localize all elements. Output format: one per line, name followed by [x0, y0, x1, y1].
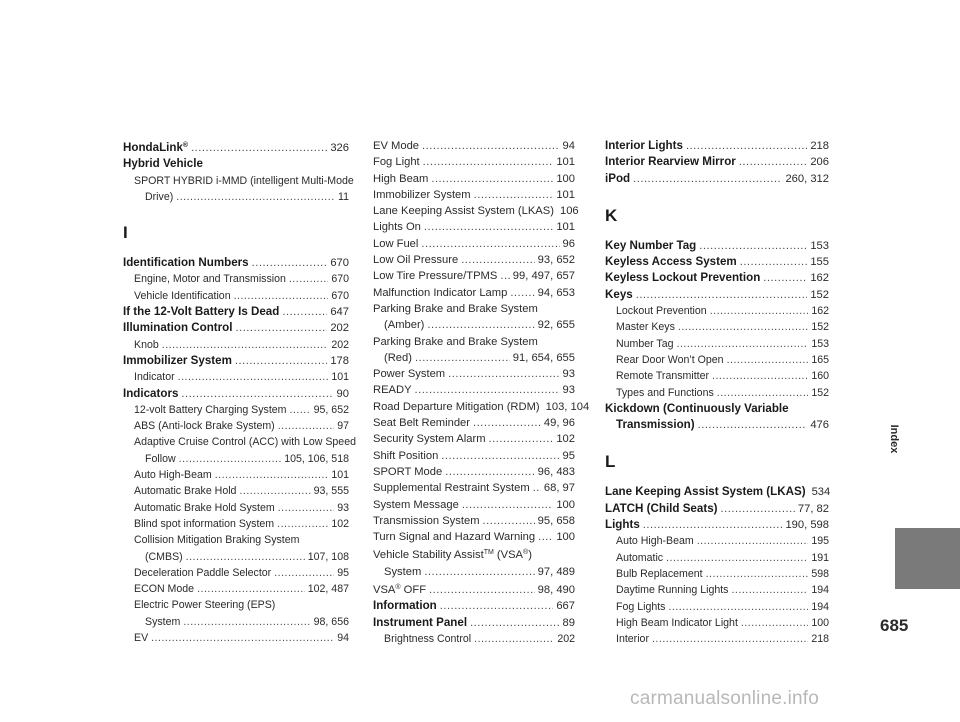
index-subentry-bulb-replacement: Bulb Replacement ..... 598 — [605, 566, 829, 582]
index-subentry-interior: Interior ..... 218 — [605, 631, 829, 647]
index-subentry-fog-light: Fog Light ..... 101 — [373, 154, 575, 170]
page-number: 685 — [880, 616, 909, 635]
index-subentry-parking-red-line2: (Red) ..... 91, 654, 655 — [373, 350, 575, 366]
index-subentry-parking-amber-line2: (Amber) ..... 92, 655 — [373, 317, 575, 333]
index-subentry-vsa-line2: System ..... 97, 489 — [373, 564, 575, 580]
index-subentry-rear-door: Rear Door Won’t Open ..... 165 — [605, 352, 829, 368]
index-subentry-rdm: Road Departure Mitigation (RDM) 103, 104 — [373, 400, 590, 413]
index-subentry-fog-lights: Fog Lights ..... 194 — [605, 599, 829, 615]
index-subentry-lkas: Lane Keeping Assist System (LKAS) 106 — [373, 205, 579, 218]
index-subentry-paddle-selector: Deceleration Paddle Selector ..... 95 — [123, 565, 349, 581]
index-entry-interior-mirror: Interior Rearview Mirror ..... 206 — [605, 154, 829, 170]
index-subentry-knob: Knob ..... 202 — [123, 337, 349, 353]
index-subentry-cmbs-line2: (CMBS) ..... 107, 108 — [123, 549, 349, 565]
index-subentry-auto-high-beam: Auto High-Beam ..... 195 — [605, 533, 829, 549]
index-subentry-low-tire: Low Tire Pressure/TPMS ..... 99, 497, 657 — [373, 268, 575, 284]
index-entry-immobilizer-system: Immobilizer System ..... 178 — [123, 353, 349, 369]
index-subentry-vehicle-identification: Vehicle Identification ..... 670 — [123, 288, 349, 304]
index-entry-ipod: iPod ..... 260, 312 — [605, 171, 829, 187]
index-subentry-remote-transmitter: Remote Transmitter ..... 160 — [605, 368, 829, 384]
index-subentry-abs: ABS (Anti-lock Brake System) ..... 97 — [123, 418, 349, 434]
index-subentry-acc-line1: Adaptive Cruise Control (ACC) with Low Speed — [134, 436, 356, 449]
index-subentry-types-functions: Types and Functions ..... 152 — [605, 385, 829, 401]
index-entry-lights: Lights ..... 190, 598 — [605, 517, 829, 533]
index-subentry-master-keys: Master Keys ..... 152 — [605, 319, 829, 335]
index-subentry-low-fuel: Low Fuel ..... 96 — [373, 236, 575, 252]
index-subentry-drl: Daytime Running Lights ..... 194 — [605, 582, 829, 598]
side-tab-index — [895, 528, 960, 589]
index-entry-kickdown-line1: Kickdown (Continuously Variable — [605, 401, 789, 415]
index-subentry-turn-signal: Turn Signal and Hazard Warning ..... 100 — [373, 529, 575, 545]
index-subentry-charging-system: 12-volt Battery Charging System ..... 95, 652 — [123, 402, 349, 418]
index-column-1 — [123, 138, 356, 646]
index-entry-key-number-tag: Key Number Tag ..... 153 — [605, 238, 829, 254]
index-subentry-lights-on: Lights On ..... 101 — [373, 219, 575, 235]
index-subentry-immobilizer-system: Immobilizer System ..... 101 — [373, 187, 575, 203]
index-entry-identification-numbers: Identification Numbers ..... 670 — [123, 255, 349, 271]
index-column-2 — [373, 138, 590, 647]
index-subentry-indicator: Indicator ..... 101 — [123, 369, 349, 385]
index-entry-illumination-control: Illumination Control ..... 202 — [123, 320, 349, 336]
index-entry-keyless-access: Keyless Access System ..... 155 — [605, 254, 829, 270]
index-subentry-sport-mode: SPORT Mode ..... 96, 483 — [373, 464, 575, 480]
index-subentry-transmission-system: Transmission System ..... 95, 658 — [373, 513, 575, 529]
index-entry-latch: LATCH (Child Seats) ..... 77, 82 — [605, 501, 829, 517]
index-column-3 — [605, 138, 829, 647]
index-subentry-blind-spot: Blind spot information System ..... 102 — [123, 516, 349, 532]
index-subentry-auto-brake-hold-system: Automatic Brake Hold System ..... 93 — [123, 500, 349, 516]
section-letter-i: I — [123, 223, 128, 243]
index-subentry-high-beam-indicator: High Beam Indicator Light ..... 100 — [605, 615, 829, 631]
index-entry-kickdown-line2: Transmission) ..... 476 — [605, 417, 829, 433]
index-entry-battery-dead: If the 12-Volt Battery Is Dead ..... 647 — [123, 304, 349, 320]
index-entry-keys: Keys ..... 152 — [605, 287, 829, 303]
index-subentry-engine-motor: Engine, Motor and Transmission ..... 670 — [123, 271, 349, 287]
index-subentry-hybrid-line2: Drive) ..... 11 — [123, 189, 349, 205]
registered-mark: ® — [182, 142, 189, 149]
index-subentry-high-beam: High Beam ..... 100 — [373, 171, 575, 187]
index-subentry-shift-position: Shift Position ..... 95 — [373, 448, 575, 464]
index-subentry-eps-line1: Electric Power Steering (EPS) — [134, 599, 276, 612]
index-subentry-malfunction: Malfunction Indicator Lamp ..... 94, 653 — [373, 285, 575, 301]
index-subentry-srs: Supplemental Restraint System ..... 68, 97 — [373, 480, 575, 496]
section-letter-k: K — [605, 205, 618, 225]
index-subentry-system-message: System Message ..... 100 — [373, 497, 575, 513]
index-subentry-vsa-off: VSA® OFF ..... 98, 490 — [373, 580, 575, 598]
entry-title: HondaLink — [123, 141, 183, 154]
index-subentry-parking-red-line1: Parking Brake and Brake System — [373, 335, 538, 348]
index-subentry-low-oil: Low Oil Pressure ..... 93, 652 — [373, 252, 575, 268]
index-subentry-security-alarm: Security System Alarm ..... 102 — [373, 431, 575, 447]
index-subentry-econ-mode: ECON Mode ..... 102, 487 — [123, 581, 349, 597]
index-entry-indicators: Indicators ..... 90 — [123, 386, 349, 402]
watermark: carmanualsonline.info — [630, 688, 820, 709]
index-subentry-brightness-control: Brightness Control ..... 202 — [373, 631, 575, 647]
index-subentry-automatic: Automatic ..... 191 — [605, 550, 829, 566]
index-subentry-ready: READY ..... 93 — [373, 382, 575, 398]
index-entry-keyless-lockout: Keyless Lockout Prevention ..... 162 — [605, 270, 829, 286]
section-letter-l: L — [605, 452, 616, 472]
index-subentry-eps-line2: System ..... 98, 656 — [123, 614, 349, 630]
index-entry-hondalink — [123, 138, 349, 156]
index-entry-lkas: Lane Keeping Assist System (LKAS) 534 — [605, 485, 831, 499]
side-tab-label: Index — [888, 424, 900, 454]
index-subentry-power-system: Power System ..... 93 — [373, 366, 575, 382]
index-entry-information: Information ..... 667 — [373, 598, 575, 614]
index-subentry-number-tag: Number Tag ..... 153 — [605, 336, 829, 352]
index-subentry-auto-high-beam: Auto High-Beam ..... 101 — [123, 467, 349, 483]
index-entry-hybrid-vehicle: Hybrid Vehicle — [123, 157, 203, 171]
index-subentry-acc-line2: Follow ..... 105, 106, 518 — [123, 451, 349, 467]
index-subentry-hybrid-line1: SPORT HYBRID i-MMD (intelligent Multi-Mode — [134, 174, 354, 187]
page-ref: 326 — [330, 142, 349, 154]
index-subentry-auto-brake-hold: Automatic Brake Hold ..... 93, 555 — [123, 483, 349, 499]
index-subentry-vsa-line1: Vehicle Stability Assist™ (VSA®) — [373, 549, 532, 562]
index-entry-instrument-panel: Instrument Panel ..... 89 — [373, 615, 575, 631]
index-subentry-cmbs-line1: Collision Mitigation Braking System — [134, 534, 300, 547]
index-subentry-parking-amber-line1: Parking Brake and Brake System — [373, 302, 538, 315]
index-subentry-lockout-prevention: Lockout Prevention ..... 162 — [605, 303, 829, 319]
index-subentry-seat-belt: Seat Belt Reminder ..... 49, 96 — [373, 415, 575, 431]
index-subentry-ev-mode: EV Mode ..... 94 — [373, 138, 575, 154]
index-subentry-ev: EV ..... 94 — [123, 630, 349, 646]
index-entry-interior-lights: Interior Lights ..... 218 — [605, 138, 829, 154]
